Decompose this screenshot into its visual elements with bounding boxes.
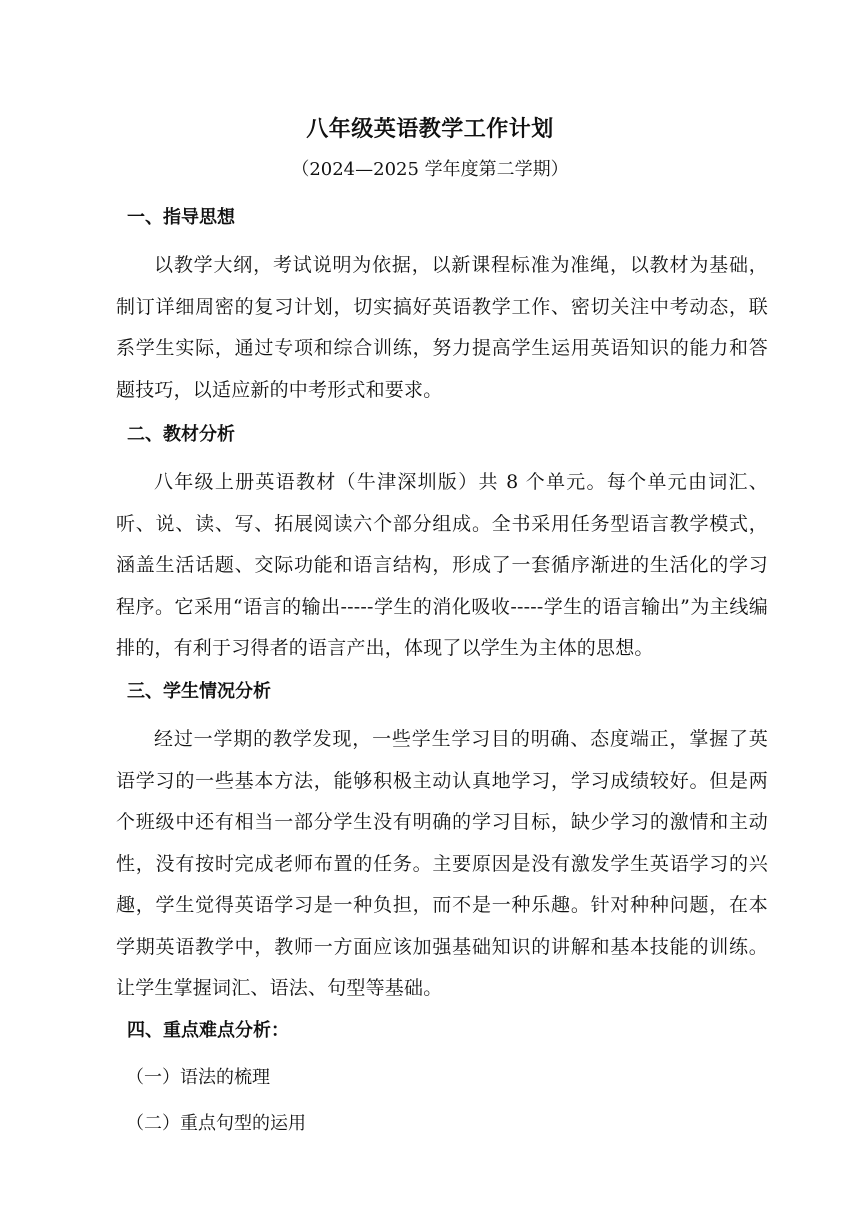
- section-paragraph-student-analysis: 经过一学期的教学发现，一些学生学习目的明确、态度端正，掌握了英语学习的一些基本方法，能够积极主动认真地学习，学习成绩较好。但是两个班级中还有相当一部分学生没有明确的学习目标，缺少学习的激情和主动性，没有按时完成老师布置的任务。主要原因是没有激发学生英语学习的兴趣，学生觉得英语学习是一种负担，而不是一种乐趣。针对种种问题，在本学期英语教学中，教师一方面应该加强基础知识的讲解和基本技能的训练。让学生掌握词汇、语法、句型等基础。: [116, 728, 768, 999]
- key-point-item: （二）重点句型的运用: [126, 1113, 306, 1134]
- section-heading-guiding-ideology: 一、指导思想: [127, 207, 235, 228]
- section-heading-key-points: 四、重点难点分析：: [127, 1020, 289, 1041]
- section-paragraph-textbook-analysis: 八年级上册英语教材（牛津深圳版）共 8 个单元。每个单元由词汇、听、说、读、写、拓展阅读六个部分组成。全书采用任务型语言教学模式，涵盖生活话题、交际功能和语言结构，形成了一套循序渐进的生活化的学习程序。它采用“语言的输出-----学生的消化吸收-----学生的语言输出”为主线编排的，有利于习得者的语言产出，体现了以学生为主体的思想。: [116, 471, 768, 659]
- document-title: 八年级英语教学工作计划: [306, 116, 554, 142]
- section-heading-textbook-analysis: 二、教材分析: [127, 424, 235, 445]
- key-point-item: （一）语法的梳理: [126, 1067, 270, 1088]
- section-heading-student-analysis: 三、学生情况分析: [127, 681, 271, 702]
- section-paragraph-guiding-ideology: 以教学大纲，考试说明为依据，以新课程标准为准绳，以教材为基础，制订详细周密的复习计划，切实搞好英语教学工作、密切关注中考动态，联系学生实际，通过专项和综合训练，努力提高学生运用英语知识的能力和答题技巧，以适应新的中考形式和要求。: [116, 254, 768, 401]
- document-subtitle: （2024—2025 学年度第二学期）: [291, 159, 569, 180]
